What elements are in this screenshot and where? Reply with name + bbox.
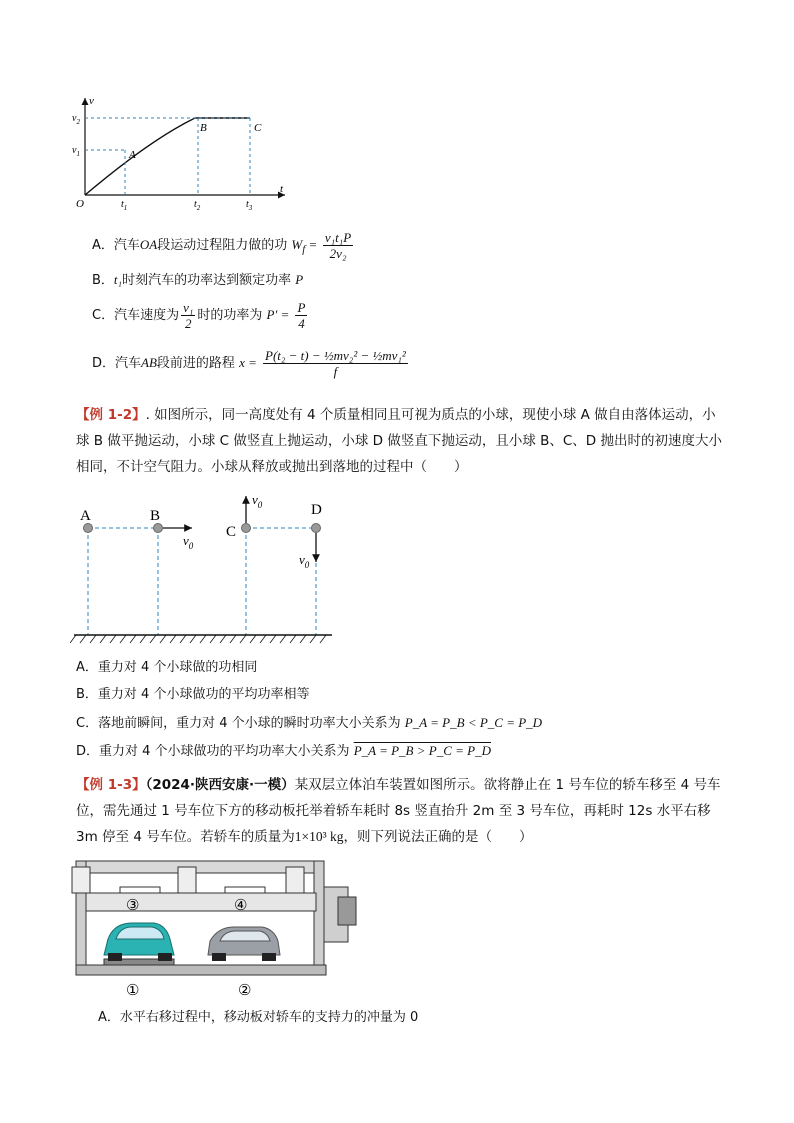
slot4-plate [225, 887, 265, 893]
point-c-label: C [254, 122, 262, 134]
q1-option-a[interactable]: A．汽车OA段运动过程阻力做的功 $W_f$ = $\frac{\text{v₁t₁P}}{\text{2v₂}}$ [92, 230, 352, 261]
point-a-label: A [129, 149, 136, 161]
point-b-label: B [200, 122, 207, 134]
ball-a [84, 524, 93, 533]
car-1-wheel-left [108, 953, 122, 961]
q2-stem: 【例 1-2】. 如图所示，同一高度处有 4 个质量相同且可视为质点的小球，现使小球 A 做自由落体运动，小球 B 做平抛运动，小球 C 做竖直上抛运动，小球 D 做竖直下抛运动，且小球 B、C、D 抛出时的初速度大小相同，不计空气阻力。小球从释放或抛出到落地的过程中（ ） [76, 407, 722, 475]
q1-option-b[interactable]: B．t₁时刻汽车的功率达到额定功率 P [92, 272, 304, 288]
ball-c [242, 524, 251, 533]
v2-label: $v_2$ [72, 113, 80, 126]
q2-option-c[interactable]: C．落地前瞬间，重力对 4 个小球的瞬时功率大小关系为 P_A = P_B < P_C = P_D [76, 715, 543, 731]
q3-stem: 【例 1-3】（2024·陕西安康·一模）某双层立体泊车装置如图所示。欲将静止在 1 号车位的轿车移至 4 号车位，需先通过 1 号车位下方的移动板托举着轿车耗时 8s 竖直抬升 2m 至 3 号车位，再耗时 12s 水平右移 3m 停至 4 号车位。若轿车的质量为1×10³ kg，则下列说法正确的是（ ） [76, 777, 721, 845]
car-2-wheel-left [212, 953, 226, 961]
t1-label: $t_1$ [121, 199, 128, 212]
ball-d-label: D [311, 502, 322, 518]
right-post [314, 861, 324, 971]
upper-platform [86, 893, 316, 911]
pulley-middle [178, 867, 196, 893]
q3-option-a[interactable]: A．水平右移过程中，移动板对轿车的支持力的冲量为 0 [98, 1010, 419, 1025]
slot-4-label: ④ [234, 898, 248, 914]
car-2-wheel-right [262, 953, 276, 961]
ball-a-label: A [80, 508, 91, 524]
motor-unit [338, 897, 356, 925]
q3-tag: 【例 1-3】 [76, 777, 146, 793]
v0-label-d: $v_0$ [299, 552, 310, 570]
t2-label: $t_2$ [194, 199, 201, 212]
slot-3-label: ③ [126, 898, 140, 914]
car-2-windshield [220, 931, 270, 941]
pulley-left [72, 867, 90, 893]
ball-b-label: B [150, 508, 161, 524]
pulley-right [286, 867, 304, 893]
ball-c-label: C [226, 524, 237, 540]
q2-c-formula: P_A = P_B < P_C = P_D [404, 715, 543, 730]
ground-hatch [70, 635, 326, 643]
q1-d-fraction: $\frac{\text{P(t₂ − t) − ½mv₂² − ½mv₁²}}{f}$ [265, 348, 406, 379]
q1-option-d[interactable]: D．汽车AB段前进的路程 x = $\frac{\text{P(t₂ − t) − ½mv₂² − ½mv₁²}}{f}$ [92, 348, 406, 379]
q2-option-a[interactable]: A．重力对 4 个小球做的功相同 [76, 660, 258, 675]
q2-option-d[interactable]: D．重力对 4 个小球做功的平均功率大小关系为 P_A = P_B > P_C = P_D [76, 743, 491, 759]
v1-label: $v_1$ [72, 145, 80, 158]
q2-tag: 【例 1-2】 [76, 407, 146, 423]
q1-a-fraction: $\frac{\text{v₁t₁P}}{\text{2v₂}}$ [324, 230, 352, 261]
slot-2-label: ② [238, 983, 252, 999]
v0-label-c: $v_0$ [252, 492, 263, 510]
t3-label: $t_3$ [246, 199, 253, 212]
car-1-wheel-right [158, 953, 172, 961]
ball-b [154, 524, 163, 533]
t-axis-label: t [280, 183, 284, 195]
q1-option-c[interactable]: C．汽车速度为 $\frac{\text{v₁}}{2}$ 时的功率为 P′ = $\frac{P}{4}$ [92, 300, 306, 331]
velocity-curve [85, 118, 250, 195]
car-1-windshield [116, 927, 164, 939]
ball-d [312, 524, 321, 533]
q2-d-formula: P_A = P_B > P_C = P_D [353, 743, 491, 758]
slot-1-label: ① [126, 983, 140, 999]
vt-graph [60, 90, 300, 215]
q2-option-b[interactable]: B．重力对 4 个小球做功的平均功率相等 [76, 687, 310, 702]
origin-label: O [76, 198, 84, 210]
q1-a-lhs: $W_f$ [291, 237, 306, 256]
balls-figure [70, 490, 340, 650]
slot3-plate [120, 887, 160, 893]
parking-figure [70, 857, 360, 1002]
v-axis-label: v [89, 95, 94, 107]
v0-label-b: $v_0$ [183, 533, 194, 551]
ground-base [76, 965, 326, 975]
